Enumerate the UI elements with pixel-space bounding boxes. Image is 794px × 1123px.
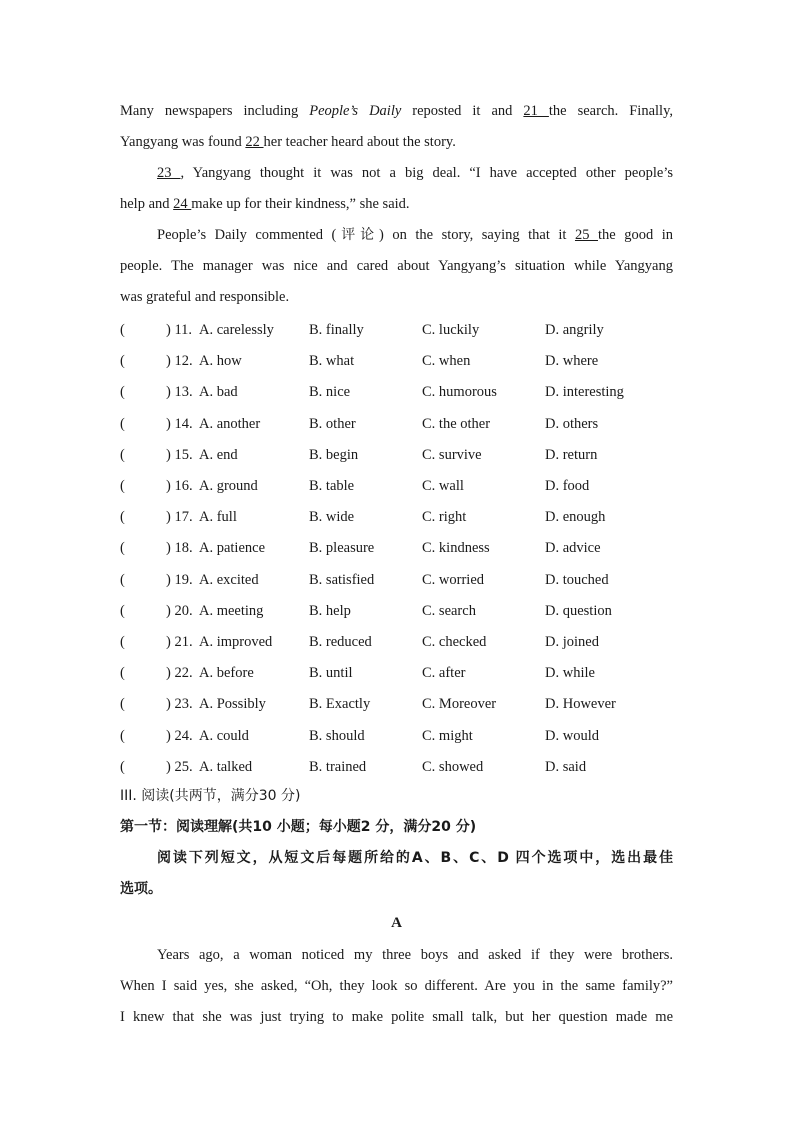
passage-line: was grateful and responsible. <box>120 289 290 305</box>
option-c: C. when <box>422 353 471 370</box>
answer-paren: ( <box>120 758 125 775</box>
option-a: A. could <box>199 727 249 744</box>
question-number: ) 14. <box>166 415 193 432</box>
answer-paren: ( <box>120 696 125 713</box>
option-a: A. improved <box>199 634 273 650</box>
option-d: D. joined <box>545 634 599 650</box>
option-c: C. worried <box>422 571 485 588</box>
newspaper-name: People’s Daily <box>309 103 402 119</box>
question-number: ) 13. <box>166 384 193 401</box>
answer-paren: ( <box>120 634 125 650</box>
option-b: B. other <box>309 415 356 432</box>
question-row <box>120 627 673 658</box>
option-d: D. advice <box>545 540 601 557</box>
option-b: B. pleasure <box>309 540 375 557</box>
option-d: D. return <box>545 446 598 463</box>
option-c: C. search <box>422 602 476 619</box>
question-row <box>120 596 673 627</box>
passage-line <box>120 220 673 251</box>
option-c: C. wall <box>422 478 464 494</box>
option-c: C. humorous <box>422 384 497 401</box>
option-d: D. said <box>545 758 587 775</box>
option-b: B. reduced <box>309 634 372 650</box>
option-a: A. talked <box>199 758 253 775</box>
option-b: B. begin <box>309 446 359 463</box>
question-row <box>120 440 673 471</box>
blank-23: 23 <box>157 165 181 181</box>
option-b: B. nice <box>309 384 351 401</box>
answer-paren: ( <box>120 540 125 557</box>
option-a: A. Possibly <box>199 696 266 713</box>
question-row <box>120 565 673 596</box>
question-number: ) 18. <box>166 540 193 557</box>
question-number: ) 24. <box>166 727 193 744</box>
question-row <box>120 721 673 752</box>
answer-paren: ( <box>120 727 125 744</box>
chinese-gloss: 评论 <box>336 227 380 243</box>
option-d: D. where <box>545 353 599 370</box>
option-d: D. touched <box>545 571 609 588</box>
option-a: A. full <box>199 509 237 526</box>
option-b: B. finally <box>309 322 364 338</box>
blank-21: 21 <box>523 103 549 119</box>
option-c: C. Moreover <box>422 696 497 713</box>
blank-25: 25 <box>574 227 598 243</box>
option-b: B. help <box>309 602 351 619</box>
text: ) on the story, saying that it <box>379 227 575 243</box>
option-b: B. should <box>309 727 365 744</box>
passage-line: I knew that she was just trying to make polite small talk, but her question made me <box>120 1009 673 1025</box>
passage-label: A <box>391 915 402 931</box>
option-c: C. after <box>422 665 466 682</box>
answer-paren: ( <box>120 322 125 338</box>
option-b: B. wide <box>309 509 355 526</box>
question-number: ) 22. <box>166 665 193 682</box>
text: Many newspapers including <box>120 103 310 119</box>
option-d: D. others <box>545 415 599 432</box>
question-row <box>120 502 673 533</box>
option-d: D. enough <box>545 509 606 526</box>
answer-paren: ( <box>120 665 125 682</box>
question-number: ) 25. <box>166 758 193 775</box>
option-a: A. ground <box>199 478 258 494</box>
question-number: ) 21. <box>166 634 193 650</box>
question-row <box>120 471 673 502</box>
option-c: C. showed <box>422 758 484 775</box>
question-row <box>120 689 673 720</box>
text: help and <box>120 196 174 212</box>
passage-line <box>120 96 673 127</box>
option-b: B. until <box>309 665 353 682</box>
answer-paren: ( <box>120 478 125 494</box>
option-d: D. interesting <box>545 384 624 401</box>
text: her teacher heard about the story. <box>263 134 456 150</box>
option-a: A. patience <box>199 540 266 557</box>
question-row <box>120 658 673 689</box>
question-number: ) 20. <box>166 602 193 619</box>
option-b: B. trained <box>309 758 367 775</box>
question-row <box>120 346 673 377</box>
option-d: D. while <box>545 665 595 682</box>
answer-paren: ( <box>120 353 125 370</box>
option-d: D. However <box>545 696 616 713</box>
option-a: A. before <box>199 665 254 682</box>
part-heading: 第一节：阅读理解(共10 小题；每小题2 分，满分20 分) <box>120 819 477 835</box>
option-d: D. question <box>545 602 612 619</box>
instruction-line: 选项。 <box>120 881 162 897</box>
question-number: ) 17. <box>166 509 193 526</box>
text: the search. Finally, <box>548 103 674 119</box>
section-heading: III. 阅读(共两节，满分30 分) <box>120 788 301 804</box>
question-number: ) 19. <box>166 571 193 588</box>
option-a: A. how <box>199 353 242 370</box>
passage-line <box>120 158 673 189</box>
option-d: D. angrily <box>545 322 604 338</box>
question-number: ) 16. <box>166 478 193 494</box>
answer-paren: ( <box>120 446 125 463</box>
question-row <box>120 409 673 440</box>
answer-paren: ( <box>120 602 125 619</box>
question-row <box>120 533 673 564</box>
answer-paren: ( <box>120 384 125 401</box>
question-row <box>120 315 673 346</box>
option-c: C. might <box>422 727 473 744</box>
question-row <box>120 377 673 408</box>
option-a: A. excited <box>199 571 259 588</box>
answer-paren: ( <box>120 571 125 588</box>
answer-paren: ( <box>120 509 125 526</box>
option-d: D. would <box>545 727 599 744</box>
text: , Yangyang thought it was not a big deal. “I have accepted other people’s <box>180 165 673 181</box>
option-a: A. another <box>199 415 261 432</box>
blank-24: 24 <box>173 196 192 212</box>
option-b: B. table <box>309 478 355 494</box>
text: the good in <box>597 227 673 243</box>
option-c: C. luckily <box>422 322 480 338</box>
text: make up for their kindness,” she said. <box>191 196 410 212</box>
question-number: ) 11. <box>166 322 193 338</box>
text: People’s Daily commented ( <box>157 227 337 243</box>
instruction-line: 阅读下列短文，从短文后每题所给的A、B、C、D 四个选项中，选出最佳 <box>157 850 673 866</box>
option-d: D. food <box>545 478 590 494</box>
answer-paren: ( <box>120 415 125 432</box>
option-a: A. end <box>199 446 238 463</box>
text: reposted it and <box>401 103 524 119</box>
passage-line: When I said yes, she asked, “Oh, they look so different. Are you in the same family?” <box>120 978 673 994</box>
option-c: C. kindness <box>422 540 490 557</box>
option-c: C. checked <box>422 634 487 650</box>
blank-22: 22 <box>245 134 264 150</box>
option-c: C. the other <box>422 415 491 432</box>
question-number: ) 12. <box>166 353 193 370</box>
question-number: ) 15. <box>166 446 193 463</box>
passage-line: people. The manager was nice and cared about Yangyang’s situation while Yangyang <box>120 258 673 274</box>
passage-line <box>120 189 673 220</box>
option-b: B. satisfied <box>309 571 375 588</box>
option-c: C. survive <box>422 446 482 463</box>
option-c: C. right <box>422 509 467 526</box>
passage-line: Years ago, a woman noticed my three boys and asked if they were brothers. <box>157 947 673 963</box>
option-a: A. carelessly <box>199 322 274 338</box>
question-number: ) 23. <box>166 696 193 713</box>
option-b: B. Exactly <box>309 696 371 713</box>
option-a: A. bad <box>199 384 238 401</box>
option-b: B. what <box>309 353 355 370</box>
passage-line <box>120 127 673 158</box>
option-a: A. meeting <box>199 602 264 619</box>
question-row <box>120 752 673 783</box>
text: Yangyang was found <box>120 134 246 150</box>
